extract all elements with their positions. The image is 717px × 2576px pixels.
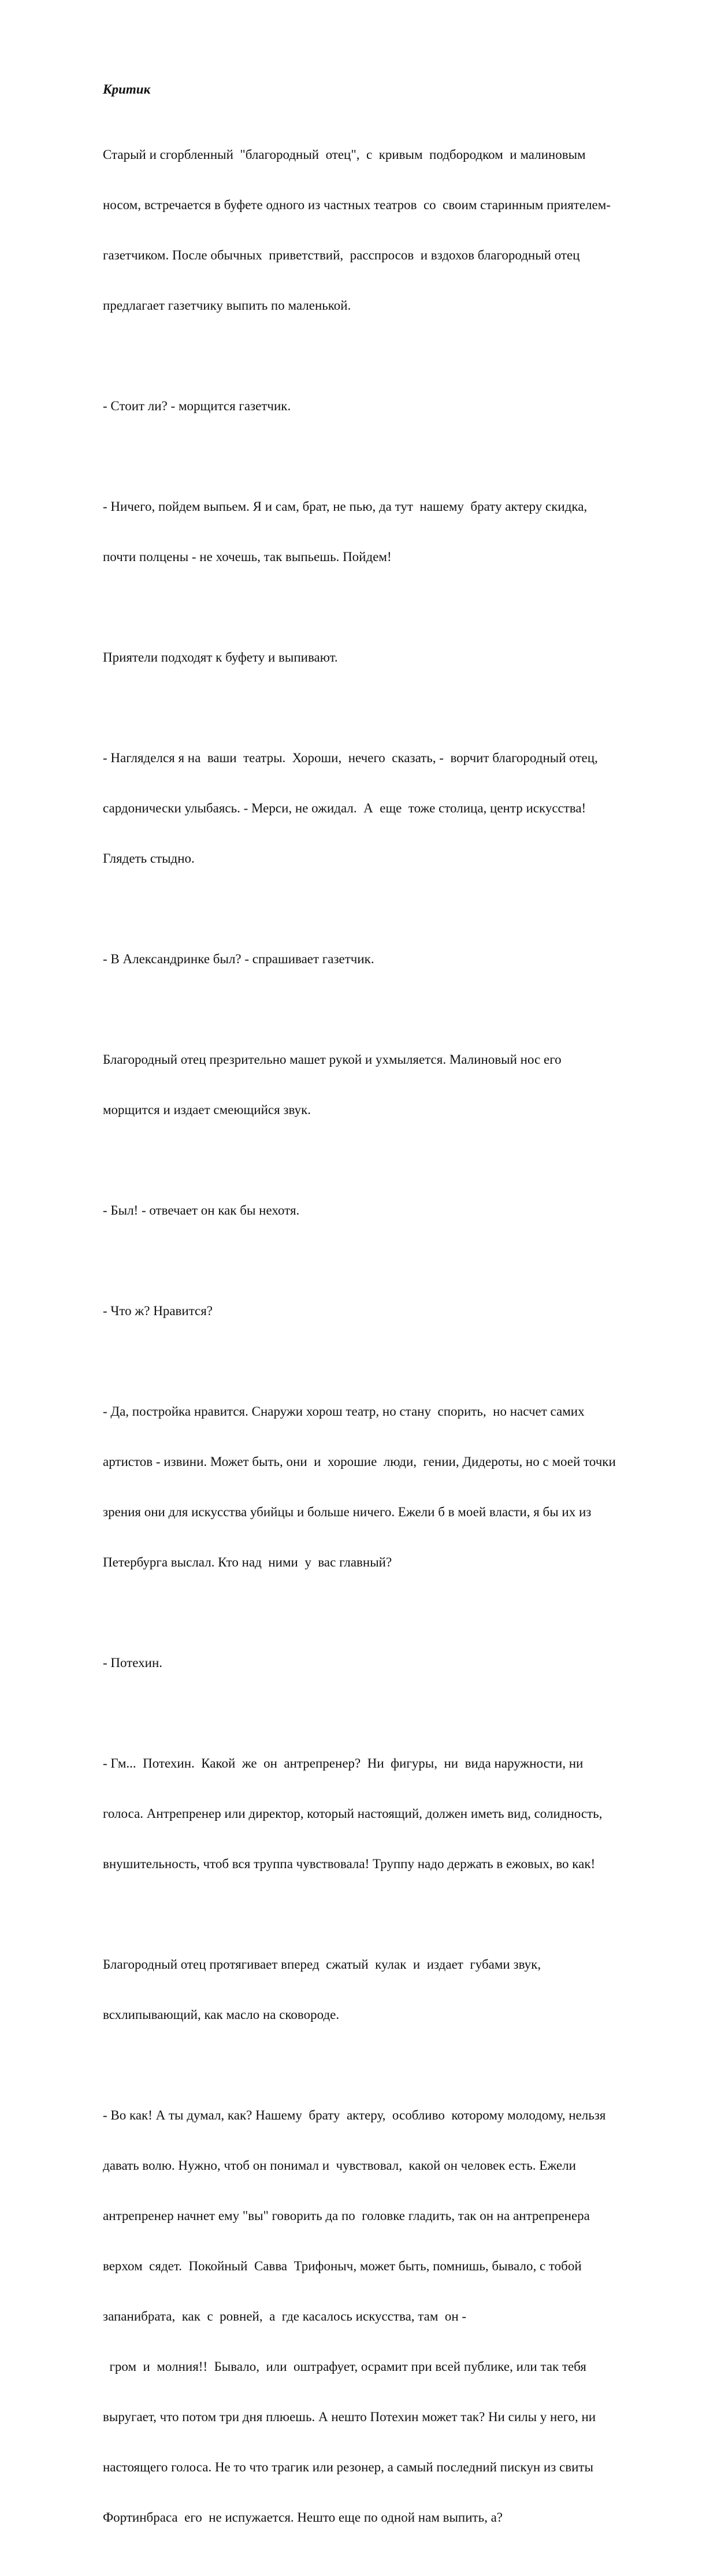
paragraph xyxy=(103,1168,681,1252)
paragraph xyxy=(103,364,681,448)
text-line: морщится и издает смеющийся звук. xyxy=(103,1103,311,1117)
paragraph xyxy=(103,1922,681,2057)
paragraph xyxy=(103,1369,681,1604)
text-line: верхом сядет. Покойный Савва Трифоныч, может быть, помнишь, бывало, с тобой xyxy=(103,2259,582,2273)
paragraph xyxy=(103,1621,681,1705)
text-line: запанибрата, как с ровней, а где касалось искусства, там он - xyxy=(103,2309,467,2323)
text-line: голоса. Антрепренер или директор, который настоящий, должен иметь вид, солидность, xyxy=(103,1806,603,1821)
text-line: давать волю. Нужно, чтоб он понимал и чувствовал, какой он человек есть. Ежели xyxy=(103,2158,576,2173)
text-line: внушительность, чтоб вся труппа чувствовала! Труппу надо держать в ежовых, во как! xyxy=(103,1857,596,1871)
text-line: газетчиком. После обычных приветствий, расспросов и вздохов благородный отец xyxy=(103,248,580,262)
paragraph xyxy=(103,113,681,347)
text-line: - В Александринке был? - спрашивает газетчик. xyxy=(103,952,374,966)
text-line: всхлипывающий, как масло на сковороде. xyxy=(103,2007,340,2022)
text-line: - Гм... Потехин. Какой же он антрепренер? Ни фигуры, ни вида наружности, ни xyxy=(103,1756,584,1770)
text-line: настоящего голоса. Не то что трагик или резонер, а самый последний пискун из свиты xyxy=(103,2460,593,2474)
text-line: Старый и сгорбленный "благородный отец", с кривым подбородком и малиновым xyxy=(103,147,586,162)
text-line: антрепренер начнет ему "вы" говорить да по головке гладить, так он на антрепренера xyxy=(103,2208,590,2223)
text-line: - Потехин. xyxy=(103,1656,163,1670)
text-line: - Ничего, пойдем выпьем. Я и сам, брат, не пью, да тут нашему брату актеру скидка, xyxy=(103,499,588,514)
text-line: - Нагляделся я на ваши театры. Хороши, нечего сказать, - ворчит благородный отец, xyxy=(103,751,598,765)
paragraph xyxy=(103,716,681,900)
text-line: зрения они для искусства убийцы и больше ничего. Ежели б в моей власти, я бы их из xyxy=(103,1505,592,1519)
text-line: - Да, постройка нравится. Снаружи хорош театр, но стану спорить, но насчет самих xyxy=(103,1404,585,1419)
text-line: - Стоит ли? - морщится газетчик. xyxy=(103,399,291,413)
text-line: почти полцены - не хочешь, так выпьешь. Пойдем! xyxy=(103,550,392,564)
text-line: Петербурга выслал. Кто над ними у вас главный? xyxy=(103,1555,392,1569)
paragraph xyxy=(103,1018,681,1152)
text-line: гром и молния!! Бывало, или оштрафует, осрамит при всей публике, или так тебя xyxy=(103,2359,586,2374)
text-line: - Был! - отвечает он как бы нехотя. xyxy=(103,1203,300,1218)
paragraph xyxy=(103,465,681,599)
paragraph xyxy=(103,1269,681,1353)
text-line: Глядеть стыдно. xyxy=(103,851,195,866)
text-line: артистов - извини. Может быть, они и хорошие люди, гении, Дидероты, но с моей точки xyxy=(103,1454,616,1469)
paragraph xyxy=(103,917,681,1001)
paragraph xyxy=(103,615,681,699)
text-line: - Что ж? Нравится? xyxy=(103,1304,213,1318)
paragraph xyxy=(103,1721,681,1906)
text-line: сардонически улыбаясь. - Мерси, не ожидал. А еще тоже столица, центр искусства! xyxy=(103,801,586,815)
text-line: предлагает газетчику выпить по маленькой. xyxy=(103,298,351,313)
text-line: носом, встречается в буфете одного из частных театров со своим старинным приятелем- xyxy=(103,198,611,212)
document-title: Критик xyxy=(103,82,151,96)
document-body xyxy=(103,81,681,2576)
paragraph xyxy=(103,2073,681,2559)
text-line: Фортинбраса его не испужается. Нешто еще по одной нам выпить, а? xyxy=(103,2510,503,2525)
text-line: Благородный отец протягивает вперед сжатый кулак и издает губами звук, xyxy=(103,1957,541,1972)
text-line: выругает, что потом три дня плюешь. А нешто Потехин может так? Ни силы у него, ни xyxy=(103,2410,596,2424)
text-line: - Во как! А ты думал, как? Нашему брату актеру, особливо которому молодому, нельзя xyxy=(103,2108,606,2122)
text-line: Благородный отец презрительно машет рукой и ухмыляется. Малиновый нос его xyxy=(103,1052,562,1067)
text-line: Приятели подходят к буфету и выпивают. xyxy=(103,650,338,665)
